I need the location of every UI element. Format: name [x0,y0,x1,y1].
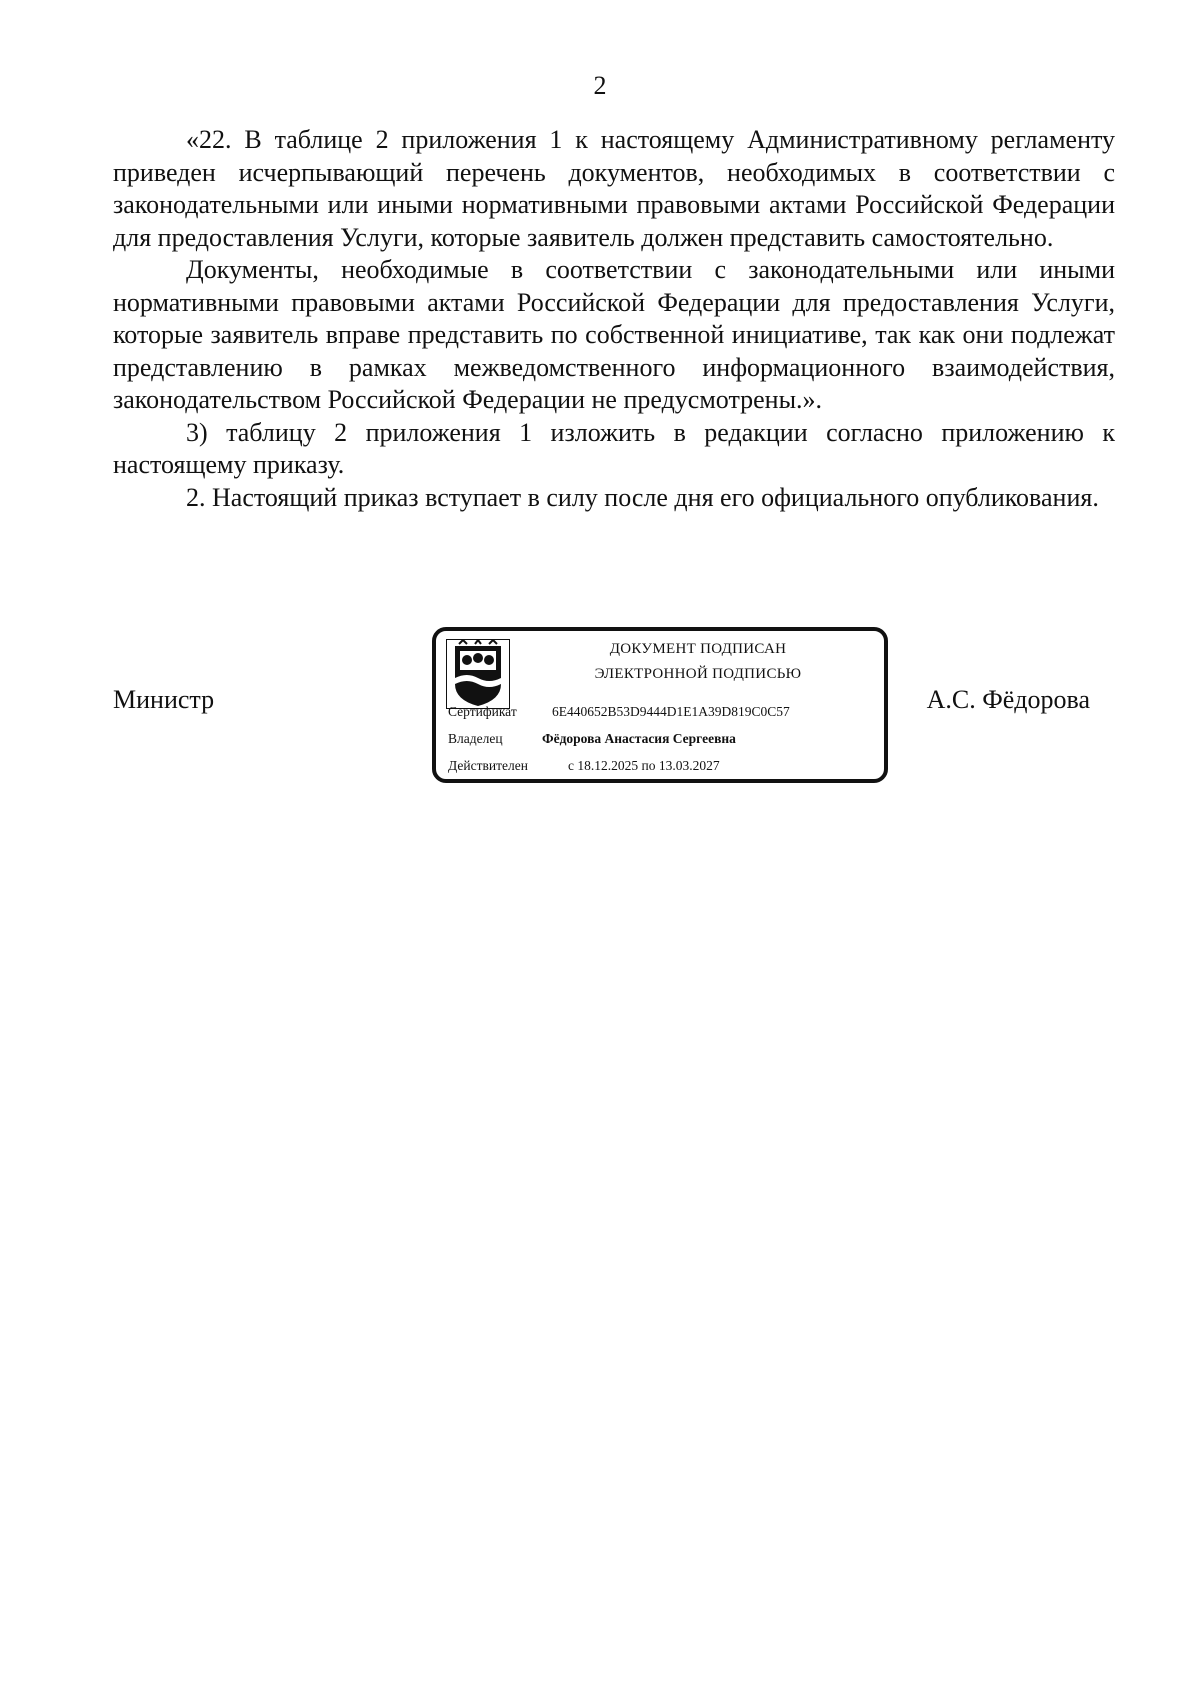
page-number: 2 [593,71,607,100]
electronic-signature-stamp [432,627,888,783]
certificate-row [448,703,790,721]
signer-position: Министр [113,685,215,714]
owner-label: Владелец [448,731,503,746]
validity-value: с 18.12.2025 по 13.03.2027 [568,758,720,773]
stamp-title-line1: ДОКУМЕНТ ПОДПИСАН [609,641,787,657]
document-body [113,124,1115,514]
owner-row [448,730,736,748]
paragraph-effective: 2. Настоящий приказ вступает в силу после дня его официального опубликования. [186,482,1099,512]
validity-label: Действителен [448,758,528,773]
signer-name: А.С. Фёдорова [926,685,1090,714]
paragraph-22: «22. В таблице 2 приложения 1 к настоящему Административному регламенту приведен исчерпывающий перечень документов, необходимых в соответствии с законодательными или иными нормативными правовыми актами Российской Федерации для предоставления Услуги, которые заявитель должен представить самостоятельно. [113,125,1115,252]
certificate-label: Сертификат [448,704,517,719]
coat-of-arms-icon [446,639,510,709]
validity-row [448,757,720,775]
paragraph-item-3: 3) таблицу 2 приложения 1 изложить в редакции согласно приложению к настоящему приказу. [113,417,1115,479]
stamp-title-line2: ЭЛЕКТРОННОЙ ПОДПИСЬЮ [594,666,802,682]
certificate-value: 6E440652B53D9444D1E1A39D819C0C57 [552,704,790,719]
owner-value: Фёдорова Анастасия Сергеевна [542,731,736,746]
paragraph-documents: Документы, необходимые в соответствии с законодательными или иными нормативными правовыми актами Российской Федерации для предоставления Услуги, которые заявитель вправе представить по собственной инициативе, так как они подлежат представлению в рамках межведомственного информационного взаимодействия, законодательством Российской Федерации не предусмотрены.». [113,255,1115,414]
